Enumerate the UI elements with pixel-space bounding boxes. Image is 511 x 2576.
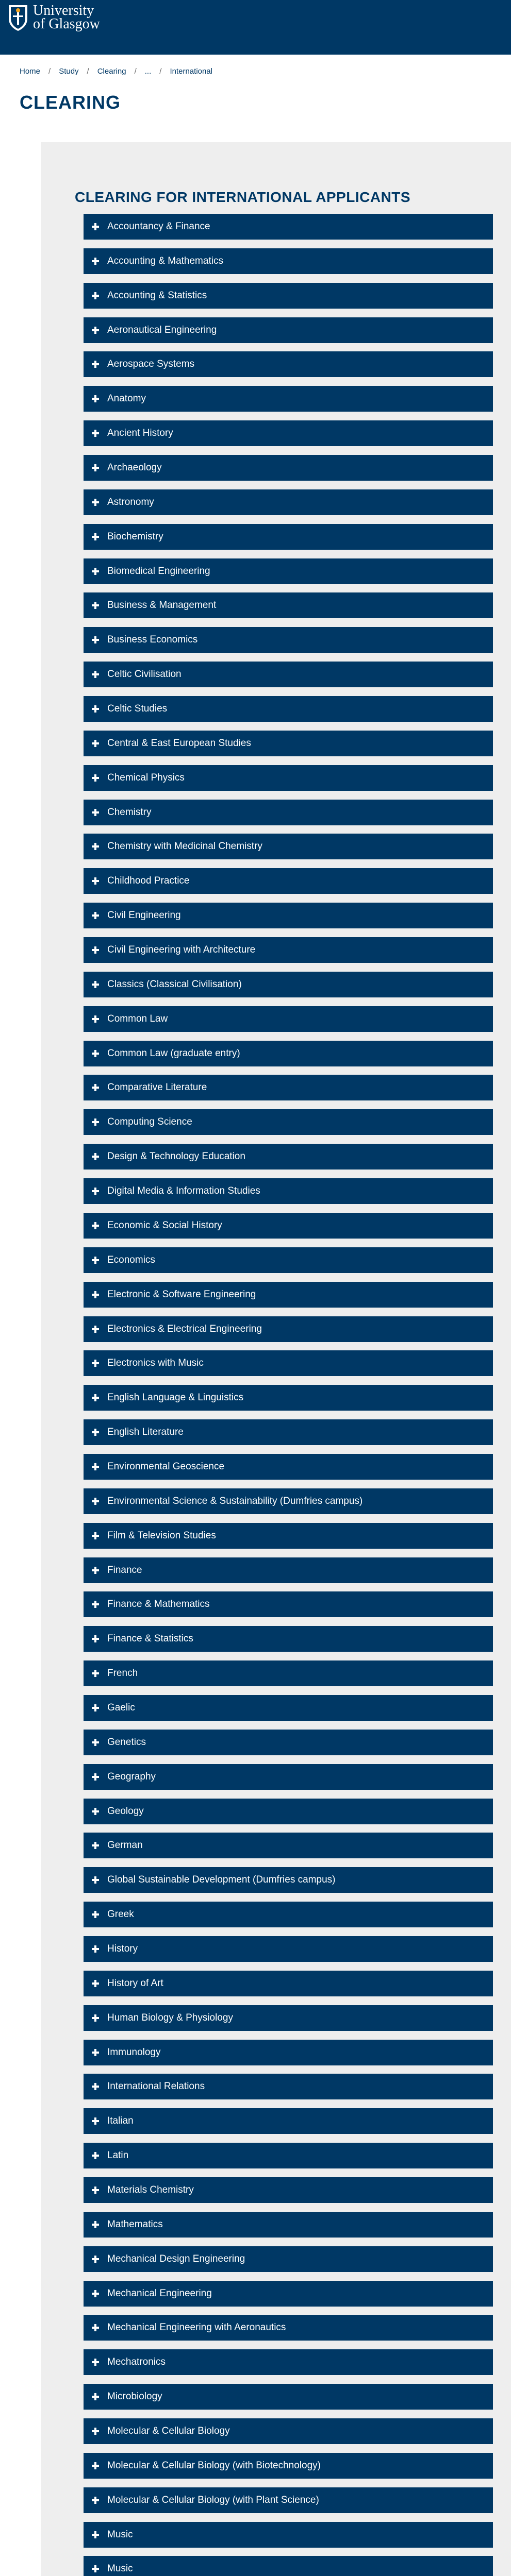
accordion-item[interactable] bbox=[84, 214, 493, 240]
accordion-item-label: Chemistry bbox=[107, 806, 152, 818]
accordion-item-label: Design & Technology Education bbox=[107, 1151, 245, 1162]
accordion-item-label: Ancient History bbox=[107, 428, 173, 439]
accordion-item[interactable] bbox=[84, 420, 493, 446]
plus-icon bbox=[91, 1875, 100, 1885]
accordion-item[interactable] bbox=[84, 1454, 493, 1480]
accordion-item[interactable] bbox=[84, 868, 493, 894]
accordion-item-label: Aeronautical Engineering bbox=[107, 324, 217, 335]
accordion-item-label: German bbox=[107, 1840, 143, 1851]
plus-icon bbox=[91, 704, 100, 714]
accordion-item[interactable] bbox=[84, 2212, 493, 2238]
accordion-item[interactable] bbox=[84, 627, 493, 653]
breadcrumb-separator: / bbox=[134, 67, 137, 76]
accordion-item[interactable] bbox=[84, 1213, 493, 1239]
plus-icon bbox=[91, 2013, 100, 2023]
accordion-item[interactable] bbox=[84, 1730, 493, 1755]
accordion-item-label: Mechanical Engineering with Aeronautics bbox=[107, 2322, 286, 2333]
site-header bbox=[0, 0, 511, 55]
accordion-item-label: Mechatronics bbox=[107, 2357, 166, 2368]
accordion-item-label: Electronics with Music bbox=[107, 1358, 204, 1369]
accordion-item[interactable] bbox=[84, 1591, 493, 1617]
section-heading: CLEARING FOR INTERNATIONAL APPLICANTS bbox=[75, 189, 411, 205]
accordion-item-label: Archaeology bbox=[107, 462, 162, 473]
accordion-item[interactable] bbox=[84, 1144, 493, 1170]
accordion-item-label: Molecular & Cellular Biology (with Biotechnology) bbox=[107, 2460, 321, 2471]
accordion-item[interactable] bbox=[84, 2177, 493, 2203]
breadcrumb-international: International bbox=[170, 67, 213, 76]
accordion-item-label: Genetics bbox=[107, 1736, 146, 1748]
accordion-item-label: Geography bbox=[107, 1771, 156, 1782]
accordion-item[interactable] bbox=[84, 937, 493, 963]
breadcrumb-separator: / bbox=[159, 67, 162, 76]
accordion-item-label: Gaelic bbox=[107, 1702, 135, 1713]
accordion-item-label: Celtic Civilisation bbox=[107, 669, 182, 680]
plus-icon bbox=[91, 2151, 100, 2160]
plus-icon bbox=[91, 1256, 100, 1265]
accordion-item-label: Comparative Literature bbox=[107, 1082, 207, 1093]
breadcrumb-separator: / bbox=[48, 67, 51, 76]
plus-icon bbox=[91, 2048, 100, 2057]
accordion-item[interactable] bbox=[84, 1833, 493, 1858]
accordion-item-label: Mechanical Engineering bbox=[107, 2287, 212, 2299]
plus-icon bbox=[91, 2392, 100, 2401]
accordion-item[interactable] bbox=[84, 1316, 493, 1342]
plus-icon bbox=[91, 1634, 100, 1643]
breadcrumb-clearing[interactable]: Clearing bbox=[97, 67, 126, 76]
accordion-item-label: Computing Science bbox=[107, 1116, 192, 1128]
plus-icon bbox=[91, 532, 100, 541]
accordion-item-label: Finance bbox=[107, 1564, 142, 1575]
accordion-item[interactable] bbox=[84, 1764, 493, 1790]
accordion-item-label: Chemical Physics bbox=[107, 772, 185, 783]
accordion-item[interactable] bbox=[84, 1385, 493, 1411]
accordion-item-label: Classics (Classical Civilisation) bbox=[107, 978, 242, 990]
accordion-item[interactable] bbox=[84, 1557, 493, 1583]
accordion-item[interactable] bbox=[84, 283, 493, 309]
plus-icon bbox=[91, 945, 100, 955]
accordion-item[interactable] bbox=[84, 524, 493, 550]
accordion-item-label: Accounting & Mathematics bbox=[107, 255, 223, 266]
accordion-item[interactable] bbox=[84, 972, 493, 997]
plus-icon bbox=[91, 2530, 100, 2539]
plus-icon bbox=[91, 1152, 100, 1161]
accordion-item[interactable] bbox=[84, 1075, 493, 1100]
plus-icon bbox=[91, 2427, 100, 2436]
accordion-item-label: Business Economics bbox=[107, 634, 198, 646]
plus-icon bbox=[91, 2461, 100, 2470]
accordion-item[interactable] bbox=[84, 1971, 493, 1996]
crest-icon bbox=[7, 3, 29, 32]
plus-icon bbox=[91, 670, 100, 679]
breadcrumb bbox=[20, 67, 212, 76]
plus-icon bbox=[91, 1428, 100, 1437]
accordion-item-label: Chemistry with Medicinal Chemistry bbox=[107, 841, 262, 852]
plus-icon bbox=[91, 1325, 100, 1334]
accordion-item-label: Electronic & Software Engineering bbox=[107, 1289, 256, 1300]
accordion-item[interactable] bbox=[84, 1041, 493, 1066]
plus-icon bbox=[91, 2185, 100, 2195]
accordion-item[interactable] bbox=[84, 1695, 493, 1721]
plus-icon bbox=[91, 1600, 100, 1609]
plus-icon bbox=[91, 567, 100, 576]
accordion-item[interactable] bbox=[84, 2556, 493, 2576]
accordion-item[interactable] bbox=[84, 731, 493, 756]
plus-icon bbox=[91, 498, 100, 507]
plus-icon bbox=[91, 2082, 100, 2091]
plus-icon bbox=[91, 429, 100, 438]
accordion-item[interactable] bbox=[84, 317, 493, 343]
accordion-item-label: Common Law (graduate entry) bbox=[107, 1047, 240, 1059]
accordion-item[interactable] bbox=[84, 2315, 493, 2341]
plus-icon bbox=[91, 1049, 100, 1058]
plus-icon bbox=[91, 291, 100, 300]
accordion-item[interactable] bbox=[84, 2246, 493, 2272]
plus-icon bbox=[91, 1841, 100, 1850]
accordion-item[interactable] bbox=[84, 489, 493, 515]
accordion-item-label: English Language & Linguistics bbox=[107, 1392, 244, 1403]
accordion-item[interactable] bbox=[84, 558, 493, 584]
plus-icon bbox=[91, 2255, 100, 2264]
accordion-item[interactable] bbox=[84, 1867, 493, 1893]
accordion-item[interactable] bbox=[84, 1523, 493, 1549]
accordion-item-label: Mechanical Design Engineering bbox=[107, 2253, 245, 2264]
accordion-item-label: Music bbox=[107, 2563, 133, 2574]
accordion-item-label: Economic & Social History bbox=[107, 1219, 222, 1231]
accordion-item[interactable] bbox=[84, 2418, 493, 2444]
accordion-item-label: Business & Management bbox=[107, 600, 217, 611]
breadcrumb-study[interactable]: Study bbox=[59, 67, 79, 76]
accordion-item-label: Global Sustainable Development (Dumfries campus) bbox=[107, 1874, 336, 1886]
accordion-item-label: Molecular & Cellular Biology bbox=[107, 2426, 230, 2436]
accordion-item[interactable] bbox=[84, 2074, 493, 2099]
accordion-item[interactable] bbox=[84, 1902, 493, 1927]
accordion-item[interactable] bbox=[84, 2108, 493, 2134]
plus-icon bbox=[91, 1187, 100, 1196]
accordion-item-label: Childhood Practice bbox=[107, 875, 190, 887]
plus-icon bbox=[91, 326, 100, 335]
accordion-item[interactable] bbox=[84, 1799, 493, 1824]
plus-icon bbox=[91, 1807, 100, 1816]
plus-icon bbox=[91, 2323, 100, 2332]
accordion-item-label: English Literature bbox=[107, 1427, 184, 1438]
plus-icon bbox=[91, 360, 100, 369]
accordion-item[interactable] bbox=[84, 1282, 493, 1308]
accordion-item-label: Human Biology & Physiology bbox=[107, 2012, 233, 2023]
accordion-item-label: Civil Engineering with Architecture bbox=[107, 944, 256, 956]
accordion-item-label: Materials Chemistry bbox=[107, 2184, 194, 2195]
plus-icon bbox=[91, 1944, 100, 1954]
accordion-item-label: Economics bbox=[107, 1254, 155, 1265]
accordion-item-label: Greek bbox=[107, 1909, 134, 1920]
accordion-item[interactable] bbox=[84, 2005, 493, 2031]
logo-line-2: of Glasgow bbox=[33, 16, 100, 32]
plus-icon bbox=[91, 1117, 100, 1127]
accordion-item[interactable] bbox=[84, 386, 493, 412]
accordion-item[interactable] bbox=[84, 834, 493, 859]
accordion-item-label: Latin bbox=[107, 2150, 129, 2161]
plus-icon bbox=[91, 1083, 100, 1092]
accordion-item-label: Environmental Geoscience bbox=[107, 1461, 225, 1472]
accordion-item-label: Finance & Mathematics bbox=[107, 1599, 210, 1610]
plus-icon bbox=[91, 1393, 100, 1402]
plus-icon bbox=[91, 1772, 100, 1782]
accordion-item-label: Geology bbox=[107, 1805, 144, 1817]
accordion-item[interactable] bbox=[84, 662, 493, 687]
plus-icon bbox=[91, 1979, 100, 1988]
accordion-item[interactable] bbox=[84, 1419, 493, 1445]
accordion-item-label: International Relations bbox=[107, 2081, 205, 2092]
accordion-item-label: Accounting & Statistics bbox=[107, 290, 207, 301]
accordion-item-label: Music bbox=[107, 2529, 133, 2540]
accordion-item-label: Astronomy bbox=[107, 496, 154, 507]
accordion-item-label: Biomedical Engineering bbox=[107, 565, 210, 577]
logo-line-1: University bbox=[33, 3, 94, 19]
plus-icon bbox=[91, 1359, 100, 1368]
plus-icon bbox=[91, 394, 100, 403]
accordion-item-label: Electronics & Electrical Engineering bbox=[107, 1323, 262, 1334]
accordion-item[interactable] bbox=[84, 592, 493, 618]
plus-icon bbox=[91, 222, 100, 231]
accordion-item[interactable] bbox=[84, 2384, 493, 2410]
accordion-item-label: Aerospace Systems bbox=[107, 359, 194, 370]
accordion-item[interactable] bbox=[84, 1006, 493, 1032]
university-logo[interactable] bbox=[7, 3, 100, 39]
accordion-item[interactable] bbox=[84, 765, 493, 791]
accordion-item[interactable] bbox=[84, 1660, 493, 1686]
accordion-item[interactable] bbox=[84, 1626, 493, 1652]
plus-icon bbox=[91, 808, 100, 817]
accordion-item-label: Accountancy & Finance bbox=[107, 221, 210, 232]
accordion-item[interactable] bbox=[84, 800, 493, 825]
plus-icon bbox=[91, 773, 100, 783]
plus-icon bbox=[91, 739, 100, 748]
plus-icon bbox=[91, 1703, 100, 1713]
accordion-item[interactable] bbox=[84, 1178, 493, 1204]
plus-icon bbox=[91, 2116, 100, 2126]
accordion-item[interactable] bbox=[84, 248, 493, 274]
accordion-item-label: Microbiology bbox=[107, 2391, 162, 2402]
plus-icon bbox=[91, 635, 100, 645]
accordion-item-label: Digital Media & Information Studies bbox=[107, 1185, 260, 1197]
accordion-item-label: Mathematics bbox=[107, 2218, 163, 2230]
accordion-item[interactable] bbox=[84, 1109, 493, 1135]
accordion-item-label: Celtic Studies bbox=[107, 703, 168, 715]
plus-icon bbox=[91, 601, 100, 610]
plus-icon bbox=[91, 1462, 100, 1471]
plus-icon bbox=[91, 2564, 100, 2573]
plus-icon bbox=[91, 2220, 100, 2229]
accordion-item[interactable] bbox=[84, 2349, 493, 2375]
page-title: CLEARING bbox=[20, 92, 121, 113]
plus-icon bbox=[91, 842, 100, 851]
accordion-item-label: Common Law bbox=[107, 1013, 168, 1024]
accordion-item-label: Film & Television Studies bbox=[107, 1530, 216, 1541]
plus-icon bbox=[91, 980, 100, 989]
breadcrumb-home[interactable]: Home bbox=[20, 67, 41, 76]
accordion-item-label: History of Art bbox=[107, 1977, 163, 1989]
breadcrumb-separator: / bbox=[87, 67, 89, 76]
accordion-item-label: Molecular & Cellular Biology (with Plant Science) bbox=[107, 2494, 319, 2505]
accordion-item[interactable] bbox=[84, 351, 493, 377]
accordion-item-label: Finance & Statistics bbox=[107, 1633, 193, 1645]
accordion-item-label: History bbox=[107, 1943, 138, 1954]
accordion-item[interactable] bbox=[84, 2143, 493, 2168]
plus-icon bbox=[91, 2496, 100, 2505]
plus-icon bbox=[91, 1669, 100, 1678]
accordion-item-label: Central & East European Studies bbox=[107, 737, 251, 749]
accordion-item[interactable] bbox=[84, 1488, 493, 1514]
accordion-item-label: Anatomy bbox=[107, 393, 146, 404]
plus-icon bbox=[91, 1497, 100, 1506]
accordion-item[interactable] bbox=[84, 2453, 493, 2479]
plus-icon bbox=[91, 1290, 100, 1299]
accordion-item[interactable] bbox=[84, 1247, 493, 1273]
plus-icon bbox=[91, 2358, 100, 2367]
plus-icon bbox=[91, 257, 100, 266]
plus-icon bbox=[91, 1738, 100, 1747]
accordion-item[interactable] bbox=[84, 2522, 493, 2548]
accordion-item-label: Environmental Science & Sustainability (Dumfries campus) bbox=[107, 1495, 363, 1506]
accordion-item[interactable] bbox=[84, 455, 493, 481]
plus-icon bbox=[91, 1014, 100, 1024]
plus-icon bbox=[91, 1566, 100, 1575]
accordion-item[interactable] bbox=[84, 696, 493, 722]
subject-accordion-list bbox=[84, 214, 493, 2576]
plus-icon bbox=[91, 1910, 100, 1919]
accordion-item[interactable] bbox=[84, 1936, 493, 1962]
breadcrumb-ellipsis[interactable]: ... bbox=[144, 67, 152, 76]
accordion-item-label: Italian bbox=[107, 2115, 134, 2127]
accordion-item-label: French bbox=[107, 1668, 138, 1679]
accordion-item-label: Civil Engineering bbox=[107, 910, 181, 921]
plus-icon bbox=[91, 1221, 100, 1230]
plus-icon bbox=[91, 911, 100, 920]
accordion-item[interactable] bbox=[84, 2040, 493, 2065]
accordion-item[interactable] bbox=[84, 2281, 493, 2307]
accordion-item[interactable] bbox=[84, 903, 493, 928]
plus-icon bbox=[91, 1531, 100, 1540]
accordion-item-label: Immunology bbox=[107, 2046, 161, 2058]
accordion-item[interactable] bbox=[84, 2487, 493, 2513]
logo-wordmark bbox=[33, 4, 100, 31]
plus-icon bbox=[91, 876, 100, 886]
plus-icon bbox=[91, 463, 100, 472]
plus-icon bbox=[91, 2289, 100, 2298]
accordion-item-label: Biochemistry bbox=[107, 531, 163, 542]
accordion-item[interactable] bbox=[84, 1350, 493, 1376]
